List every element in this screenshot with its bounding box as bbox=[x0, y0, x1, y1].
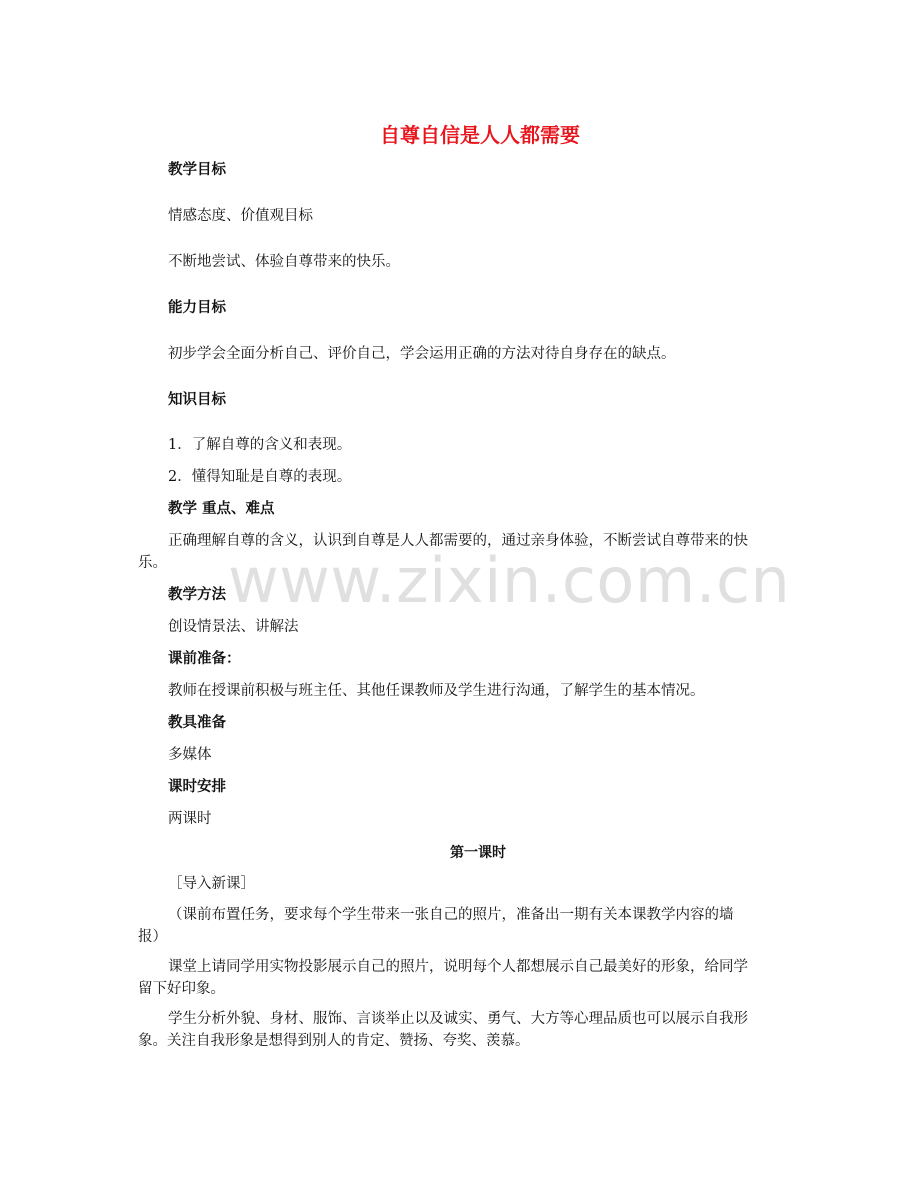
key-points-heading: 教学 重点、难点 bbox=[168, 501, 275, 517]
paragraph-3: 学生分析外貌、身材、服饰、言谈举止以及诚实、勇气、大方等心理品质也可以展示自我形象。关注自我形象是想得到别人的肯定、赞扬、夸奖、羡慕。 bbox=[138, 1011, 748, 1049]
paragraph-1: （课前布置任务，要求每个学生带来一张自己的照片，准备出一期有关本课教学内容的墙报） bbox=[138, 907, 734, 945]
lesson1-heading: 第一课时 bbox=[450, 845, 506, 861]
method-heading: 教学方法 bbox=[168, 587, 226, 603]
tools-text: 多媒体 bbox=[168, 747, 212, 763]
key-points-text: 正确理解自尊的含义，认识到自尊是人人都需要的，通过亲身体验，不断尝试自尊带来的快乐。 bbox=[138, 533, 748, 571]
intro-label: ［导入新课］ bbox=[168, 876, 255, 892]
schedule-heading: 课时安排 bbox=[168, 779, 226, 795]
ability-goal-text: 初步学会全面分析自己、评价自己，学会运用正确的方法对待自身存在的缺点。 bbox=[168, 346, 676, 362]
knowledge-goal-heading: 知识目标 bbox=[168, 392, 226, 408]
tools-heading: 教具准备 bbox=[168, 715, 226, 731]
watermark-text: www.zixin.com.cn bbox=[228, 544, 791, 617]
knowledge-item-2: 2．懂得知耻是自尊的表现。 bbox=[168, 469, 352, 485]
knowledge-item-1: 1．了解自尊的含义和表现。 bbox=[168, 437, 352, 453]
prep-heading: 课前准备： bbox=[168, 651, 241, 667]
ability-goal-heading: 能力目标 bbox=[168, 300, 226, 316]
paragraph-2: 课堂上请同学用实物投影展示自己的照片，说明每个人都想展示自己最美好的形象，给同学留下好印象。 bbox=[138, 959, 748, 997]
document-title: 自尊自信是人人都需要 bbox=[380, 123, 580, 147]
teaching-goals-heading: 教学目标 bbox=[168, 162, 226, 178]
schedule-text: 两课时 bbox=[168, 811, 212, 827]
emotion-goal-label: 情感态度、价值观目标 bbox=[168, 208, 313, 224]
prep-text: 教师在授课前积极与班主任、其他任课教师及学生进行沟通，了解学生的基本情况。 bbox=[168, 683, 705, 699]
emotion-goal-text: 不断地尝试、体验自尊带来的快乐。 bbox=[168, 254, 400, 270]
method-text: 创设情景法、讲解法 bbox=[168, 619, 299, 635]
